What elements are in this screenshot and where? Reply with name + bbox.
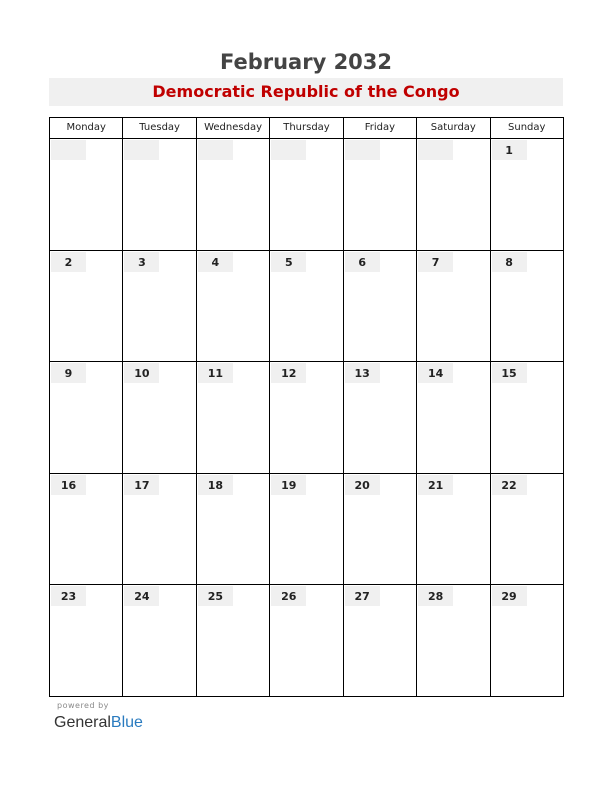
day-cell[interactable] [417, 251, 490, 362]
day-cell[interactable] [197, 251, 270, 362]
day-cell[interactable] [197, 585, 270, 697]
date-number: 16 [51, 475, 86, 495]
date-number: 14 [418, 363, 453, 383]
date-number: 12 [271, 363, 306, 383]
day-cell[interactable] [344, 585, 417, 697]
date-number: 24 [124, 586, 159, 606]
day-cell[interactable] [491, 251, 563, 362]
day-header-tuesday: Tuesday [123, 118, 196, 138]
country-banner: Democratic Republic of the Congo [49, 78, 563, 106]
date-number: 26 [271, 586, 306, 606]
day-cell[interactable] [123, 362, 196, 473]
date-number: 29 [492, 586, 527, 606]
day-cell[interactable] [197, 362, 270, 473]
day-cell[interactable] [50, 139, 123, 250]
date-number: 10 [124, 363, 159, 383]
date-number: 28 [418, 586, 453, 606]
day-header-wednesday: Wednesday [197, 118, 270, 138]
day-cell[interactable] [417, 362, 490, 473]
date-number: 22 [492, 475, 527, 495]
month-title: February 2032 [219, 50, 393, 74]
date-number: 5 [271, 252, 306, 272]
date-number: 15 [492, 363, 527, 383]
date-number: 1 [492, 140, 527, 160]
day-cell[interactable] [344, 474, 417, 585]
day-cell[interactable] [270, 251, 343, 362]
date-number: 25 [198, 586, 233, 606]
day-cell[interactable] [197, 474, 270, 585]
day-cell[interactable] [270, 474, 343, 585]
date-number: 17 [124, 475, 159, 495]
week-row [50, 251, 563, 363]
logo-text-blue: Blue [110, 714, 143, 731]
day-header-row [50, 118, 563, 139]
day-header-thursday: Thursday [270, 118, 343, 138]
date-number: 11 [198, 363, 233, 383]
day-cell[interactable] [123, 474, 196, 585]
day-cell[interactable] [123, 139, 196, 250]
date-number: 18 [198, 475, 233, 495]
date-number [418, 140, 453, 160]
day-cell[interactable] [344, 139, 417, 250]
day-cell[interactable] [197, 139, 270, 250]
day-cell[interactable] [344, 362, 417, 473]
date-number: 23 [51, 586, 86, 606]
powered-by-label: powered by [57, 701, 109, 710]
day-header-monday: Monday [50, 118, 123, 138]
day-cell[interactable] [270, 362, 343, 473]
day-cell[interactable] [50, 251, 123, 362]
date-number: 19 [271, 475, 306, 495]
day-cell[interactable] [491, 474, 563, 585]
day-cell[interactable] [417, 474, 490, 585]
day-header-sunday: Sunday [508, 122, 546, 133]
date-number [198, 140, 233, 160]
day-cell[interactable] [50, 362, 123, 473]
date-number [51, 140, 86, 160]
day-cell[interactable] [491, 139, 563, 250]
day-cell[interactable] [344, 251, 417, 362]
date-number: 20 [345, 475, 380, 495]
day-cell[interactable] [417, 139, 490, 250]
date-number: 27 [345, 586, 380, 606]
week-row [50, 474, 563, 586]
day-cell[interactable] [491, 585, 563, 697]
date-number: 2 [51, 252, 86, 272]
calendar-grid [49, 117, 564, 697]
day-cell[interactable] [270, 585, 343, 697]
day-cell[interactable] [491, 362, 563, 473]
day-cell[interactable] [123, 585, 196, 697]
week-row [50, 362, 563, 474]
week-row [50, 585, 563, 697]
day-cell[interactable] [50, 474, 123, 585]
date-number: 7 [418, 252, 453, 272]
week-row [50, 139, 563, 251]
date-number: 9 [51, 363, 86, 383]
day-cell[interactable] [50, 585, 123, 697]
date-number [345, 140, 380, 160]
date-number: 21 [418, 475, 453, 495]
date-number: 4 [198, 252, 233, 272]
day-cell[interactable] [417, 585, 490, 697]
day-header-friday: Friday [344, 118, 417, 138]
date-number: 13 [345, 363, 380, 383]
logo-text-general: General [54, 714, 111, 731]
day-header-saturday: Saturday [417, 118, 490, 138]
date-number: 8 [492, 252, 527, 272]
day-cell[interactable] [123, 251, 196, 362]
day-cell[interactable] [270, 139, 343, 250]
date-number [124, 140, 159, 160]
date-number [271, 140, 306, 160]
weeks-container [50, 139, 563, 697]
generalblue-logo[interactable] [54, 713, 143, 733]
date-number: 6 [345, 252, 380, 272]
date-number: 3 [124, 252, 159, 272]
